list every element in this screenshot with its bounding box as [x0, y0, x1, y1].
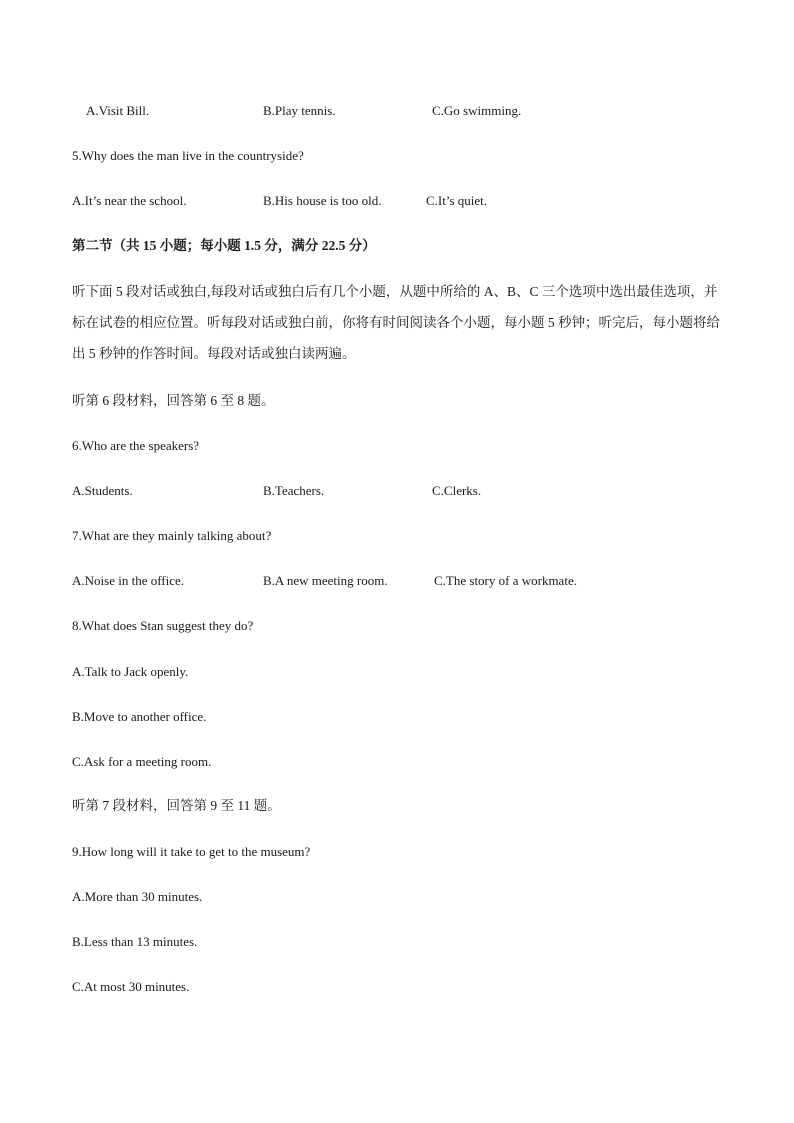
q6-option-c: C.Clerks. — [432, 483, 482, 498]
q9-question: 9.How long will it take to get to the museum? — [72, 844, 311, 859]
q9-option-b: B.Less than 13 minutes. — [72, 934, 198, 949]
q5-option-b: B.His house is too old. — [263, 193, 382, 208]
q5-option-c: C.It’s quiet. — [426, 193, 488, 208]
material-6-label: 听第 6 段材料，回答第 6 至 8 题。 — [72, 393, 275, 408]
q9-option-c: C.At most 30 minutes. — [72, 979, 190, 994]
section-heading: 第二节（共 15 小题；每小题 1.5 分，满分 22.5 分） — [72, 238, 376, 253]
q7-option-c: C.The story of a workmate. — [434, 573, 577, 588]
q8-question: 8.What does Stan suggest they do? — [72, 618, 254, 633]
q7-option-a: A.Noise in the office. — [72, 573, 185, 588]
q5-question: 5.Why does the man live in the countryside? — [72, 148, 304, 163]
q4-option-a: A.Visit Bill. — [86, 103, 150, 118]
q7-question: 7.What are they mainly talking about? — [72, 528, 272, 543]
section-instructions: 听下面 5 段对话或独白,每段对话或独白后有几个小题，从题中所给的 A、B、C 三个选项中选出最佳选项，并标在试卷的相应位置。听每段对话或独白前，你将有时间阅读各个小题，每小题 5 秒钟；听完后，每小题将给出 5 秒钟的作答时间。每段对话或独白读两遍。 — [72, 284, 720, 361]
q6-question: 6.Who are the speakers? — [72, 438, 200, 453]
q5-option-a: A.It’s near the school. — [72, 193, 187, 208]
material-7-label: 听第 7 段材料，回答第 9 至 11 题。 — [72, 798, 281, 813]
q4-option-b: B.Play tennis. — [263, 103, 336, 118]
q9-option-a: A.More than 30 minutes. — [72, 889, 203, 904]
q6-option-b: B.Teachers. — [263, 483, 325, 498]
q8-option-c: C.Ask for a meeting room. — [72, 754, 212, 769]
q8-option-b: B.Move to another office. — [72, 709, 207, 724]
q4-option-c: C.Go swimming. — [432, 103, 522, 118]
q6-option-a: A.Students. — [72, 483, 133, 498]
q8-option-a: A.Talk to Jack openly. — [72, 664, 189, 679]
q7-option-b: B.A new meeting room. — [263, 573, 388, 588]
